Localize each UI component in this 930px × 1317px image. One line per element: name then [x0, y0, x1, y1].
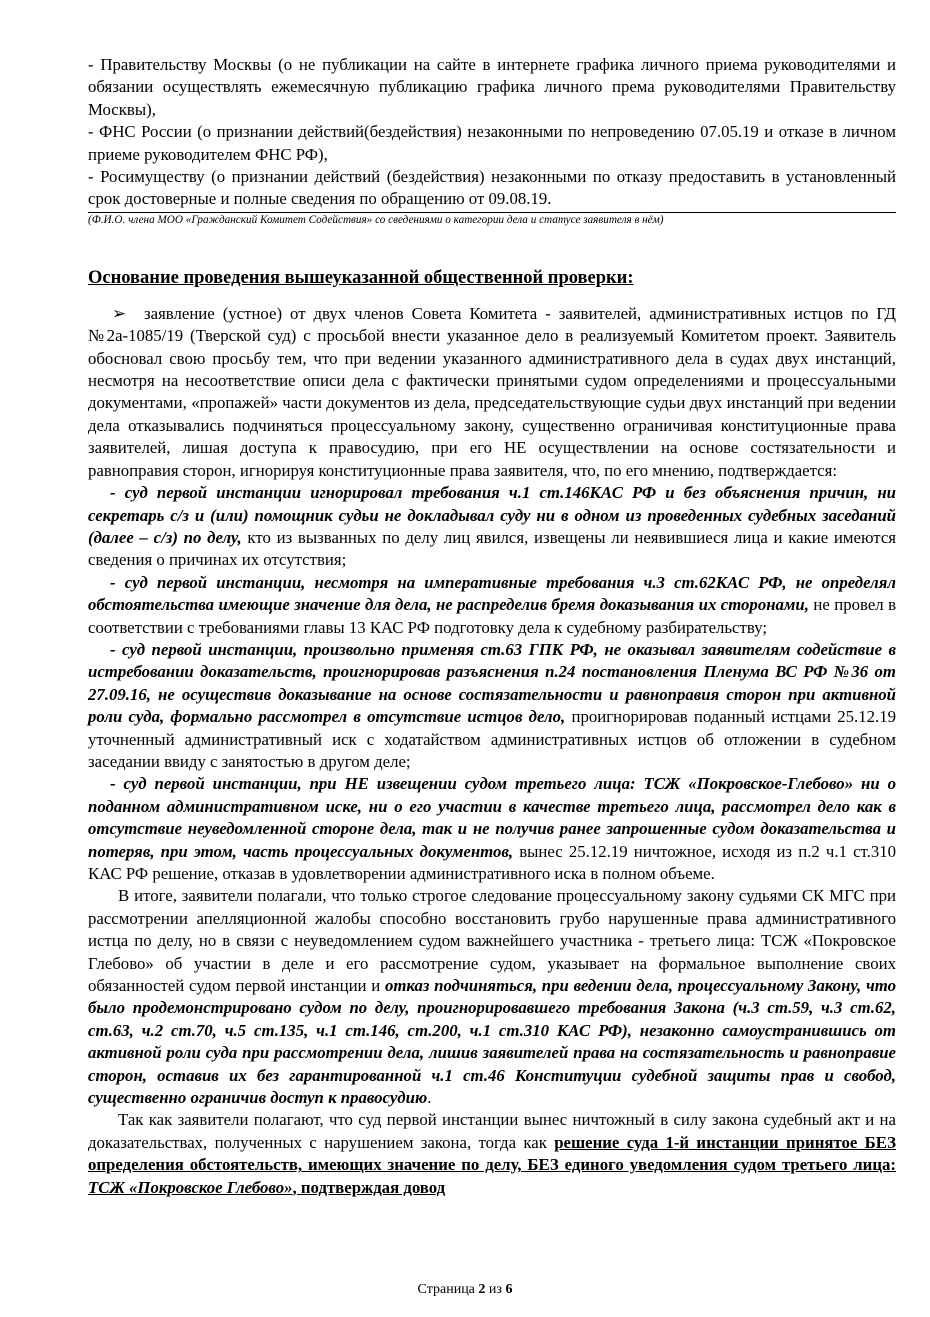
point-3-bold: - суд первой инстанции, произвольно применяя ст.63 ГПК РФ, не оказывал заявителям содействие в истребовании доказательств, проигнорировав разъяснения п.24 постановления Пленума ВС РФ №36 от 27.09.16, не осуществив доказывание на основе состязательности и равноправия сторон при активной роли суда, формально рассмотрел в отсутствие истцов дело,: [88, 639, 896, 727]
point-1-normal: кто из вызванных по делу лиц явился, извещены ли неявившиеся лица и какие имеются сведения о причинах их отсутствия;: [88, 527, 896, 570]
bullet-text: заявление (устное) от двух членов Совета Комитета - заявителей, административных истцов по ГД №2а-1085/19 (Тверской суд) с просьбой внести указанное дело в реализуемый Комитетом проект. Заявитель обосновал свою просьбу тем, что при ведении указанного административного дела в судах двух инстанций, несмотря на несоответствие описи дела с фактически принятыми судом определениями и процессуальными документами, «пропажей» части документов из дела, председательствующие судьи двух инстанций при ведении дела отказывались подчиняться процессуальному закону, существенно ограничивая конституционные права заявителей, лишая доступа к правосудию, при его НЕ осуществлении на основе состязательности и равноправия сторон, игнорируя конституционные права заявителя, что, по его мнению, подтверждается:: [88, 303, 896, 480]
point-4-bold: - суд первой инстанции, при НЕ извещении судом третьего лица: ТСЖ «Покровское-Глебово» ни о поданном административном иске, ни о его участии в качестве третьего лица, рассмотрел дело как в отсутствие неуведомленной стороне дела, так и не получив ранее запрошенные судом доказательства и потеряв, при этом, часть процессуальных документов,: [88, 774, 896, 861]
point-1-bold: - суд первой инстанции игнорировал требования ч.1 ст.146КАС РФ и без объяснения причин, ни секретарь с/з и (или) помощник судьи не докладывал суду ни в одном из проведенных судебных заседаний (далее – с/з) по делу,: [88, 483, 896, 547]
point-4-normal: вынес 25.12.19 ничтожное, исходя из п.2 ч.1 ст.310 КАС РФ решение, отказав в удовлетворении административного иска в полном объеме.: [88, 841, 896, 883]
last-bold-italic-underline: ТСЖ «Покровское Глебово»: [88, 1177, 293, 1197]
list-item-fns: - ФНС России (о признании действий(бездействия) незаконными по непроведению 07.05.19 и отказе в личном приеме руководителем ФНС РФ),: [88, 122, 896, 164]
footer-total-pages: 6: [505, 1282, 513, 1297]
footer-page-number: 2: [478, 1282, 486, 1297]
bullet-paragraph: [88, 303, 896, 482]
page-footer: [0, 1282, 930, 1298]
result-normal: В итоге, заявители полагали, что только строгое следование процессуальному закону судьями СК МГС при рассмотрении апелляционной жалобы способно восстановить грубо нарушенные права административного истца по делу, но в связи с неуведомлением судом важнейшего участника - третьего лица: ТСЖ «Покровское Глебово» об участии в деле и его рассмотрение судом, указывает на формальное выполнение своих обязанностей судом первой инстанции и: [88, 886, 896, 996]
point-paragraph-2: [88, 572, 896, 639]
last-normal: Так как заявители полагают, что суд первой инстанции вынес ничтожный в силу закона судебный акт и на доказательствах, полученных с нарушением закона, тогда как: [88, 1110, 896, 1152]
list-item-rosimushchestvo: - Росимуществу (о признании действий (бездействия) незаконными по отказу предоставить в установленный срок достоверные и полные сведения по обращению от 09.08.19.: [88, 167, 896, 209]
point-paragraph-4: [88, 773, 896, 885]
last-bold-underline: решение суда 1-й инстанции принятое БЕЗ определения обстоятельств, имеющих значение по делу, БЕЗ единого уведомления судом третьего лица:: [88, 1132, 896, 1175]
result-tail: .: [427, 1088, 432, 1108]
point-3-normal: проигнорировав поданный истцами 25.12.19 уточненный административный иск с ходатайством административных истцов об отложении в судебном заседании ввиду с занятостью в другом деле;: [88, 707, 897, 771]
section-heading: Основание проведения вышеуказанной общественной проверки:: [88, 267, 634, 288]
caption-line: (Ф.И.О. члена МОО «Гражданский Комитет Содействия» со сведениями о категории дела и статусе заявителя в нём): [88, 212, 896, 227]
footer-prefix: Страница: [417, 1282, 479, 1297]
list-item-moscow-government: - Правительству Москвы (о не публикации на сайте в интернете графика личного приема руководителями и обязании осуществлять ежемесячную публикацию графика личного према руководителями Правительству Москвы),: [88, 55, 896, 119]
last-bold-underline-2: , подтверждая довод: [292, 1177, 446, 1197]
point-paragraph-3: [88, 639, 896, 773]
result-paragraph: [88, 885, 896, 1109]
point-2-normal: не провел в соответствии с требованиями главы 13 КАС РФ подготовку дела к судебному разбирательству;: [88, 595, 896, 637]
result-bold: отказ подчиняться, при ведении дела, процессуальному Закону, что было продемонстрировано судом по делу, проигнорировавшего требования Закона (ч.3 ст.59, ч.3 ст.62, ст.63, ч.2 ст.70, ч.5 ст.135, ч.1 ст.146, ст.200, ч.1 ст.310 КАС РФ), незаконно самоустранившись от активной роли суда при рассмотрении дела, лишив заявителей права на состязательность и равноправие сторон, оставив их без гарантированной ч.1 ст.46 Конституции судебной защиты прав и свобод, существенно ограничив доступ к правосудию: [88, 976, 896, 1108]
arrow-bullet-icon: ➢: [112, 303, 127, 323]
document-page: [88, 54, 896, 1199]
footer-middle: из: [485, 1282, 506, 1297]
last-paragraph: [88, 1109, 896, 1199]
point-2-bold: - суд первой инстанции, несмотря на императивные требования ч.3 ст.62КАС РФ, не определял обстоятельства имеющие значение для дела, не распределив бремя доказывания их сторонами,: [88, 572, 896, 615]
point-paragraph-1: [88, 482, 896, 572]
